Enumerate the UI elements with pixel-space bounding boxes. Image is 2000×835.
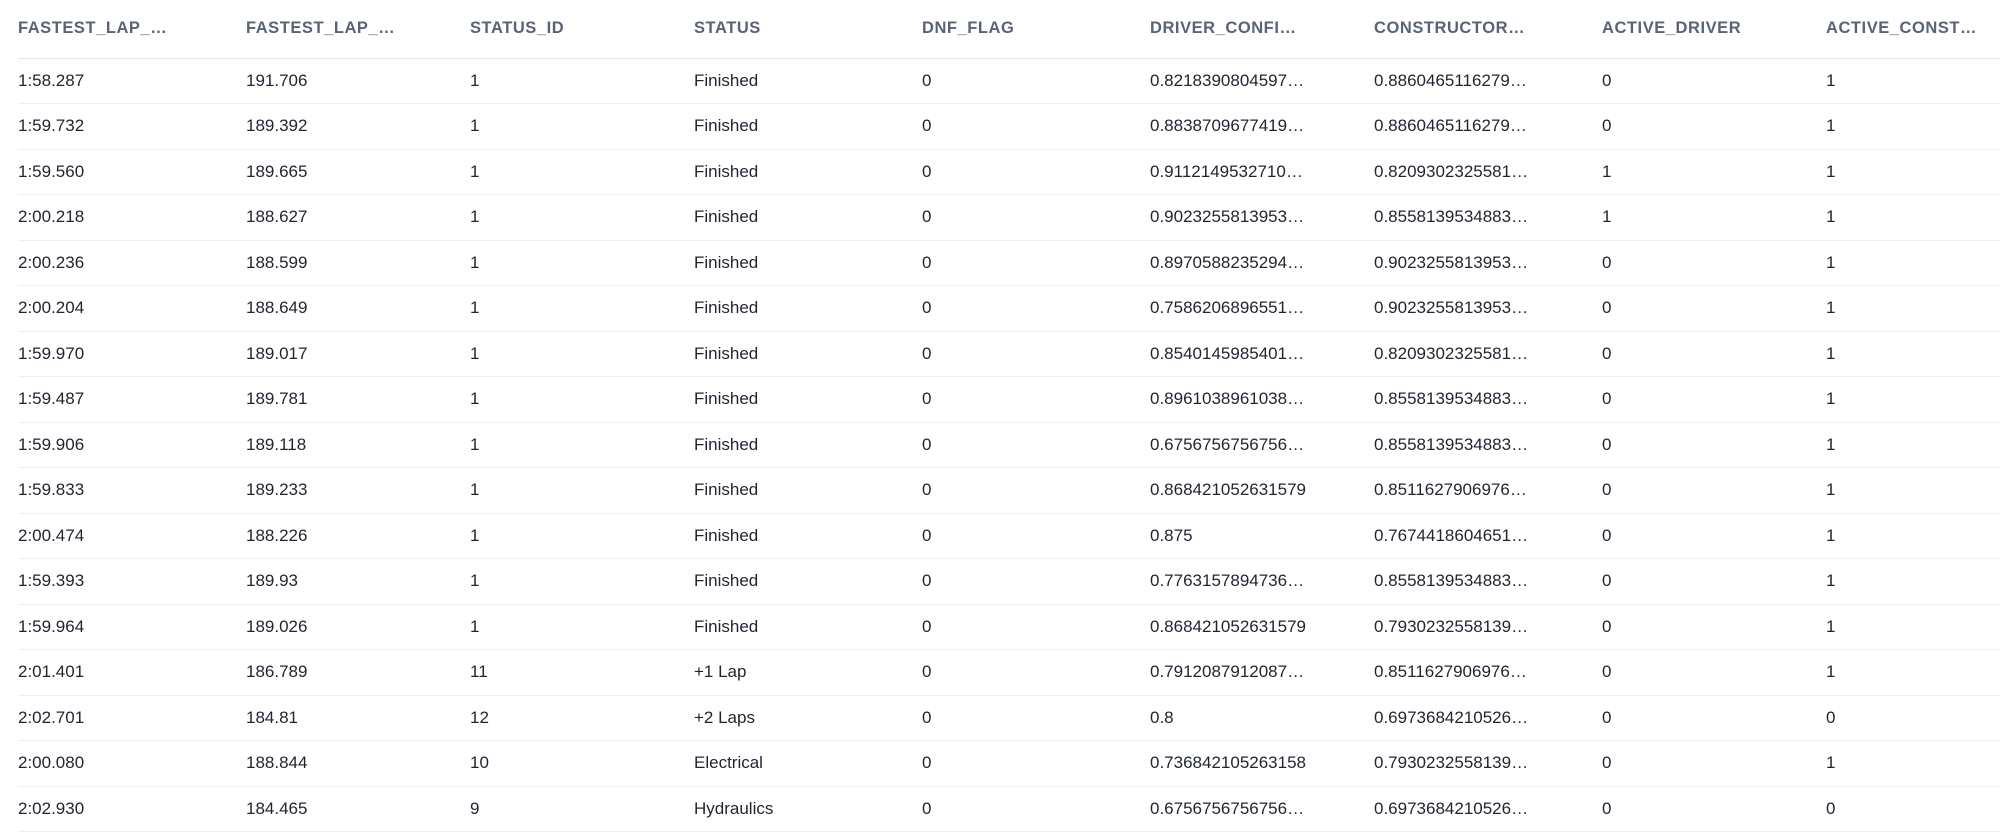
cell-active-driver: 0 bbox=[1602, 695, 1826, 741]
cell-dnf-flag: 0 bbox=[922, 286, 1150, 332]
cell-constructor-reliability: 0.7930232558139… bbox=[1374, 741, 1602, 787]
cell-constructor-reliability: 0.8558139534883… bbox=[1374, 195, 1602, 241]
cell-dnf-flag: 0 bbox=[922, 650, 1150, 696]
cell-driver-confidence: 0.8 bbox=[1150, 695, 1374, 741]
table-row[interactable] bbox=[18, 331, 2000, 377]
cell-status: Electrical bbox=[694, 741, 922, 787]
cell-active-driver: 1 bbox=[1602, 149, 1826, 195]
cell-fastest-lap-time: 1:59.393 bbox=[18, 559, 246, 605]
cell-active-constructor: 0 bbox=[1826, 695, 2000, 741]
cell-driver-confidence: 0.6756756756756… bbox=[1150, 422, 1374, 468]
table-row[interactable] bbox=[18, 377, 2000, 423]
cell-status: Finished bbox=[694, 58, 922, 104]
cell-driver-confidence: 0.8540145985401… bbox=[1150, 331, 1374, 377]
cell-status-id: 1 bbox=[470, 149, 694, 195]
cell-active-constructor: 1 bbox=[1826, 604, 2000, 650]
cell-status-id: 1 bbox=[470, 604, 694, 650]
table-row[interactable] bbox=[18, 286, 2000, 332]
cell-active-constructor: 1 bbox=[1826, 468, 2000, 514]
cell-status-id: 1 bbox=[470, 468, 694, 514]
cell-fastest-lap-time: 2:00.204 bbox=[18, 286, 246, 332]
cell-status: Finished bbox=[694, 377, 922, 423]
cell-driver-confidence: 0.8218390804597… bbox=[1150, 58, 1374, 104]
cell-fastest-lap-time: 1:58.287 bbox=[18, 58, 246, 104]
cell-dnf-flag: 0 bbox=[922, 58, 1150, 104]
table-row[interactable] bbox=[18, 104, 2000, 150]
cell-constructor-reliability: 0.8511627906976… bbox=[1374, 650, 1602, 696]
table-row[interactable] bbox=[18, 741, 2000, 787]
cell-fastest-lap-speed: 188.599 bbox=[246, 240, 470, 286]
table-header bbox=[18, 0, 2000, 58]
cell-status: Finished bbox=[694, 240, 922, 286]
cell-status: Finished bbox=[694, 422, 922, 468]
cell-driver-confidence: 0.9112149532710… bbox=[1150, 149, 1374, 195]
cell-status-id: 12 bbox=[470, 695, 694, 741]
cell-driver-confidence: 0.6756756756756… bbox=[1150, 786, 1374, 832]
cell-constructor-reliability: 0.8860465116279… bbox=[1374, 58, 1602, 104]
table-row[interactable] bbox=[18, 195, 2000, 241]
cell-dnf-flag: 0 bbox=[922, 559, 1150, 605]
cell-dnf-flag: 0 bbox=[922, 604, 1150, 650]
cell-active-driver: 0 bbox=[1602, 513, 1826, 559]
cell-active-constructor: 1 bbox=[1826, 650, 2000, 696]
cell-driver-confidence: 0.8838709677419… bbox=[1150, 104, 1374, 150]
cell-dnf-flag: 0 bbox=[922, 240, 1150, 286]
cell-fastest-lap-speed: 189.665 bbox=[246, 149, 470, 195]
cell-active-constructor: 1 bbox=[1826, 377, 2000, 423]
cell-status-id: 9 bbox=[470, 786, 694, 832]
column-header-dnf-flag[interactable]: DNF_FLAG bbox=[922, 0, 1150, 58]
column-header-driver-confidence[interactable]: DRIVER_CONFI… bbox=[1150, 0, 1374, 58]
cell-fastest-lap-speed: 189.118 bbox=[246, 422, 470, 468]
cell-constructor-reliability: 0.6973684210526… bbox=[1374, 695, 1602, 741]
column-header-fastest-lap-speed[interactable]: FASTEST_LAP_… bbox=[246, 0, 470, 58]
cell-constructor-reliability: 0.8558139534883… bbox=[1374, 559, 1602, 605]
table-row[interactable] bbox=[18, 786, 2000, 832]
cell-driver-confidence: 0.868421052631579 bbox=[1150, 604, 1374, 650]
cell-active-constructor: 1 bbox=[1826, 559, 2000, 605]
cell-constructor-reliability: 0.8558139534883… bbox=[1374, 422, 1602, 468]
cell-constructor-reliability: 0.8209302325581… bbox=[1374, 331, 1602, 377]
cell-active-driver: 0 bbox=[1602, 286, 1826, 332]
column-header-constructor-reliability[interactable]: CONSTRUCTOR… bbox=[1374, 0, 1602, 58]
cell-driver-confidence: 0.7763157894736… bbox=[1150, 559, 1374, 605]
cell-active-driver: 0 bbox=[1602, 58, 1826, 104]
cell-constructor-reliability: 0.8558139534883… bbox=[1374, 377, 1602, 423]
table-row[interactable] bbox=[18, 604, 2000, 650]
cell-dnf-flag: 0 bbox=[922, 468, 1150, 514]
table-body bbox=[18, 58, 2000, 832]
cell-fastest-lap-speed: 191.706 bbox=[246, 58, 470, 104]
cell-fastest-lap-speed: 189.93 bbox=[246, 559, 470, 605]
cell-active-constructor: 0 bbox=[1826, 786, 2000, 832]
cell-dnf-flag: 0 bbox=[922, 695, 1150, 741]
cell-active-driver: 0 bbox=[1602, 604, 1826, 650]
cell-fastest-lap-time: 1:59.906 bbox=[18, 422, 246, 468]
cell-fastest-lap-time: 2:00.236 bbox=[18, 240, 246, 286]
cell-driver-confidence: 0.8961038961038… bbox=[1150, 377, 1374, 423]
table-row[interactable] bbox=[18, 422, 2000, 468]
table-header-row bbox=[18, 0, 2000, 58]
cell-dnf-flag: 0 bbox=[922, 104, 1150, 150]
table-row[interactable] bbox=[18, 58, 2000, 104]
cell-status: Finished bbox=[694, 195, 922, 241]
cell-fastest-lap-time: 2:02.930 bbox=[18, 786, 246, 832]
cell-status-id: 1 bbox=[470, 58, 694, 104]
table-row[interactable] bbox=[18, 650, 2000, 696]
cell-driver-confidence: 0.875 bbox=[1150, 513, 1374, 559]
cell-fastest-lap-speed: 189.017 bbox=[246, 331, 470, 377]
cell-active-driver: 0 bbox=[1602, 104, 1826, 150]
results-table bbox=[18, 0, 2000, 832]
cell-driver-confidence: 0.736842105263158 bbox=[1150, 741, 1374, 787]
cell-fastest-lap-time: 1:59.964 bbox=[18, 604, 246, 650]
cell-status: Finished bbox=[694, 286, 922, 332]
cell-active-driver: 0 bbox=[1602, 650, 1826, 696]
cell-fastest-lap-time: 1:59.833 bbox=[18, 468, 246, 514]
cell-active-constructor: 1 bbox=[1826, 741, 2000, 787]
column-header-active-driver[interactable]: ACTIVE_DRIVER bbox=[1602, 0, 1826, 58]
cell-driver-confidence: 0.7586206896551… bbox=[1150, 286, 1374, 332]
cell-driver-confidence: 0.9023255813953… bbox=[1150, 195, 1374, 241]
column-header-status[interactable]: STATUS bbox=[694, 0, 922, 58]
cell-fastest-lap-time: 1:59.487 bbox=[18, 377, 246, 423]
cell-active-driver: 0 bbox=[1602, 377, 1826, 423]
cell-fastest-lap-time: 2:02.701 bbox=[18, 695, 246, 741]
cell-status-id: 11 bbox=[470, 650, 694, 696]
cell-dnf-flag: 0 bbox=[922, 786, 1150, 832]
cell-status: +1 Lap bbox=[694, 650, 922, 696]
cell-active-driver: 0 bbox=[1602, 240, 1826, 286]
cell-dnf-flag: 0 bbox=[922, 195, 1150, 241]
cell-fastest-lap-speed: 189.233 bbox=[246, 468, 470, 514]
cell-fastest-lap-time: 1:59.560 bbox=[18, 149, 246, 195]
cell-constructor-reliability: 0.9023255813953… bbox=[1374, 286, 1602, 332]
cell-fastest-lap-time: 1:59.732 bbox=[18, 104, 246, 150]
cell-status: Finished bbox=[694, 104, 922, 150]
cell-status: +2 Laps bbox=[694, 695, 922, 741]
cell-fastest-lap-speed: 188.627 bbox=[246, 195, 470, 241]
cell-driver-confidence: 0.8970588235294… bbox=[1150, 240, 1374, 286]
cell-active-constructor: 1 bbox=[1826, 331, 2000, 377]
column-header-active-constructor[interactable]: ACTIVE_CONST… bbox=[1826, 0, 2000, 58]
cell-driver-confidence: 0.7912087912087… bbox=[1150, 650, 1374, 696]
cell-fastest-lap-speed: 186.789 bbox=[246, 650, 470, 696]
cell-constructor-reliability: 0.7930232558139… bbox=[1374, 604, 1602, 650]
cell-status-id: 1 bbox=[470, 331, 694, 377]
cell-dnf-flag: 0 bbox=[922, 422, 1150, 468]
cell-status-id: 1 bbox=[470, 104, 694, 150]
cell-active-constructor: 1 bbox=[1826, 240, 2000, 286]
cell-driver-confidence: 0.868421052631579 bbox=[1150, 468, 1374, 514]
cell-active-driver: 0 bbox=[1602, 422, 1826, 468]
cell-fastest-lap-speed: 189.781 bbox=[246, 377, 470, 423]
cell-status: Hydraulics bbox=[694, 786, 922, 832]
cell-active-constructor: 1 bbox=[1826, 104, 2000, 150]
cell-dnf-flag: 0 bbox=[922, 513, 1150, 559]
cell-fastest-lap-time: 1:59.970 bbox=[18, 331, 246, 377]
cell-status-id: 1 bbox=[470, 195, 694, 241]
cell-fastest-lap-time: 2:00.080 bbox=[18, 741, 246, 787]
cell-constructor-reliability: 0.8860465116279… bbox=[1374, 104, 1602, 150]
cell-status-id: 1 bbox=[470, 559, 694, 605]
column-header-fastest-lap-time[interactable]: FASTEST_LAP_… bbox=[18, 0, 246, 58]
cell-constructor-reliability: 0.6973684210526… bbox=[1374, 786, 1602, 832]
cell-active-driver: 0 bbox=[1602, 741, 1826, 787]
cell-fastest-lap-time: 2:01.401 bbox=[18, 650, 246, 696]
table-row[interactable] bbox=[18, 559, 2000, 605]
cell-fastest-lap-speed: 189.392 bbox=[246, 104, 470, 150]
cell-fastest-lap-speed: 184.465 bbox=[246, 786, 470, 832]
table-row[interactable] bbox=[18, 240, 2000, 286]
cell-constructor-reliability: 0.7674418604651… bbox=[1374, 513, 1602, 559]
cell-fastest-lap-time: 2:00.474 bbox=[18, 513, 246, 559]
cell-status: Finished bbox=[694, 513, 922, 559]
cell-active-constructor: 1 bbox=[1826, 58, 2000, 104]
cell-status: Finished bbox=[694, 468, 922, 514]
cell-active-constructor: 1 bbox=[1826, 286, 2000, 332]
cell-status-id: 1 bbox=[470, 513, 694, 559]
cell-status-id: 1 bbox=[470, 240, 694, 286]
cell-status: Finished bbox=[694, 559, 922, 605]
cell-dnf-flag: 0 bbox=[922, 331, 1150, 377]
cell-fastest-lap-speed: 188.649 bbox=[246, 286, 470, 332]
cell-active-driver: 0 bbox=[1602, 559, 1826, 605]
cell-active-driver: 1 bbox=[1602, 195, 1826, 241]
cell-fastest-lap-time: 2:00.218 bbox=[18, 195, 246, 241]
cell-status: Finished bbox=[694, 604, 922, 650]
cell-dnf-flag: 0 bbox=[922, 741, 1150, 787]
cell-active-constructor: 1 bbox=[1826, 195, 2000, 241]
cell-status-id: 1 bbox=[470, 286, 694, 332]
table-row[interactable] bbox=[18, 695, 2000, 741]
cell-active-driver: 0 bbox=[1602, 468, 1826, 514]
cell-active-constructor: 1 bbox=[1826, 149, 2000, 195]
cell-status: Finished bbox=[694, 149, 922, 195]
table-row[interactable] bbox=[18, 468, 2000, 514]
cell-status-id: 1 bbox=[470, 377, 694, 423]
cell-status-id: 10 bbox=[470, 741, 694, 787]
cell-fastest-lap-speed: 188.226 bbox=[246, 513, 470, 559]
cell-active-driver: 0 bbox=[1602, 786, 1826, 832]
cell-fastest-lap-speed: 189.026 bbox=[246, 604, 470, 650]
cell-active-driver: 0 bbox=[1602, 331, 1826, 377]
cell-status: Finished bbox=[694, 331, 922, 377]
cell-constructor-reliability: 0.8511627906976… bbox=[1374, 468, 1602, 514]
cell-active-constructor: 1 bbox=[1826, 422, 2000, 468]
cell-constructor-reliability: 0.8209302325581… bbox=[1374, 149, 1602, 195]
cell-fastest-lap-speed: 188.844 bbox=[246, 741, 470, 787]
cell-dnf-flag: 0 bbox=[922, 377, 1150, 423]
table-row[interactable] bbox=[18, 149, 2000, 195]
cell-dnf-flag: 0 bbox=[922, 149, 1150, 195]
cell-active-constructor: 1 bbox=[1826, 513, 2000, 559]
table-row[interactable] bbox=[18, 513, 2000, 559]
column-header-status-id[interactable]: STATUS_ID bbox=[470, 0, 694, 58]
cell-fastest-lap-speed: 184.81 bbox=[246, 695, 470, 741]
cell-status-id: 1 bbox=[470, 422, 694, 468]
cell-constructor-reliability: 0.9023255813953… bbox=[1374, 240, 1602, 286]
